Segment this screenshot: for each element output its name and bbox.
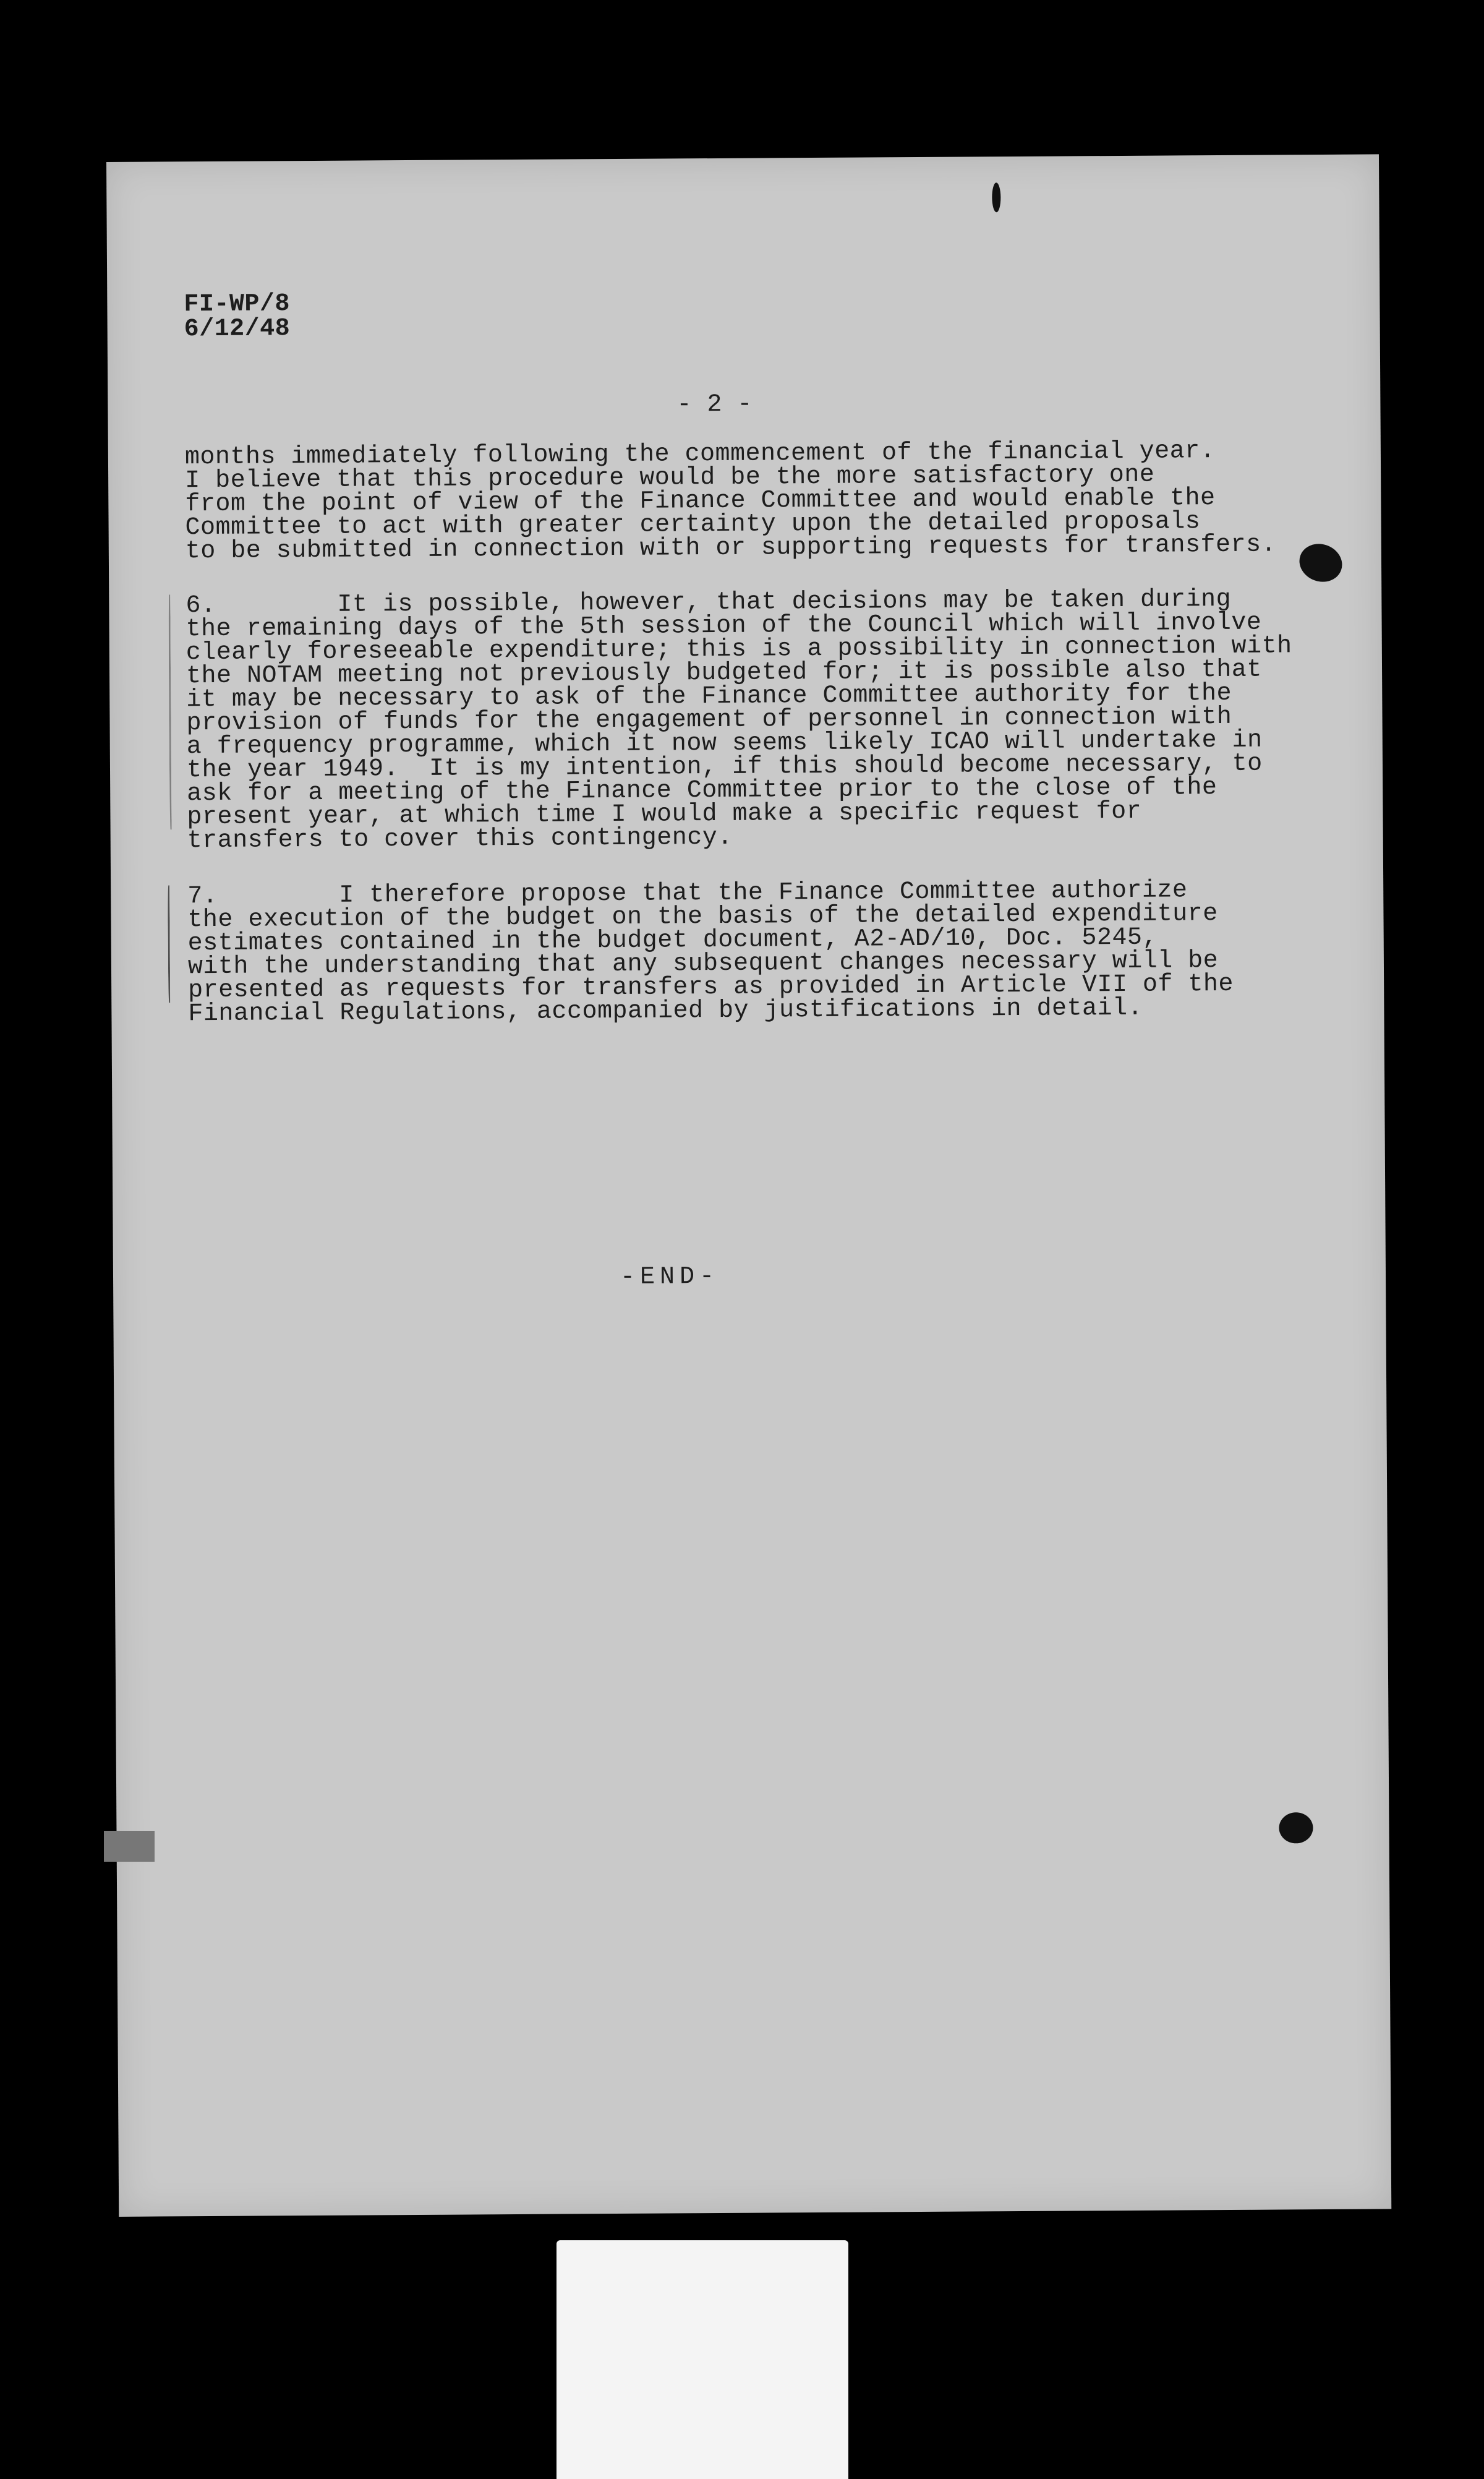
paragraph-6: 6. It is possible, however, that decisions may be taken during the remaining days of the 5th session of the Council which will involve clearly foreseeable expenditure; this is a possibility in connection with the NOTAM meeting not previously budgeted for; it is possible also that it may be necessary to ask of the Finance Committee authority for the provision of funds for the engagement of personnel in connection with a frequency programme, which it now seems likely ICAO will undertake in the year 1949. It is my intention, if this should become necessary, to ask for a meeting of the Finance Committee prior to the close of the present year, at which time I would make a specific request for transfers to cover this contingency. [186,585,1292,855]
ink-mark [992,182,1000,212]
ink-blot [1279,1812,1313,1843]
reference-code: FI-WP/8 [184,290,291,319]
margin-bracket-mark [168,594,171,829]
page-number: - 2 - [676,390,753,419]
ink-blot [1294,538,1347,588]
reference-date: 6/12/48 [184,315,291,344]
scanner-side-tab [104,1831,155,1862]
paragraph-continuation: months immediately following the commencement of the financial year. I believe that this procedure would be the more satisfactory one from the point of view of the Finance Committee and would enable the Committee to act with greater certainty upon the detailed proposals to be submitted in connection with or supporting requests for transfers. [184,437,1277,566]
reference-block [184,292,290,342]
document-page [106,154,1391,2217]
end-marker: -END- [620,1262,720,1291]
blank-card [556,2240,848,2479]
margin-bracket-mark [168,885,170,1003]
paragraph-7: 7. I therefore propose that the Finance Committee authorize the execution of the budget on the basis of the detailed expenditure estimates contained in the budget document, A2-AD/10, Doc. 5245, with the understanding that any subsequent changes necessary will be presented as requests for transfers as provided in Article VII of the Financial Regulations, accompanied by justifications in detail. [187,876,1234,1029]
